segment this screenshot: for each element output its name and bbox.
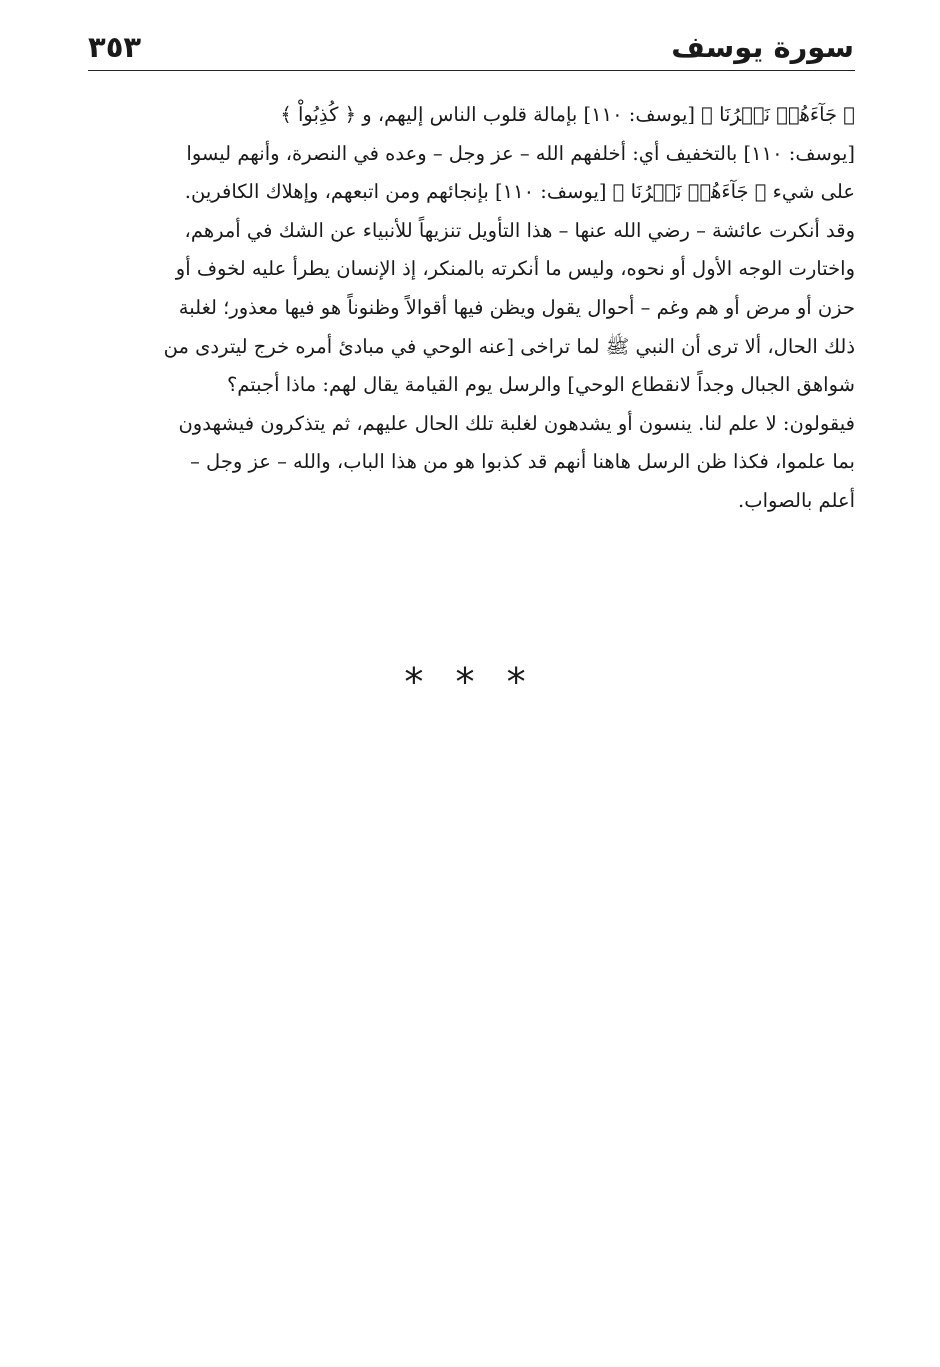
section-separator: * * *	[404, 660, 536, 704]
body-text	[88, 96, 855, 521]
text-line-1: ﴿ جَآءَهُمۡ نَصۡرُنَا ﴾ [يوسف: ١١٠] بإمالة قلوب الناس إليهم، و ﴿ كُذِبُواْ ﴾	[280, 103, 855, 126]
surah-title: سورة يوسف	[671, 30, 854, 64]
text-line-10: بما علموا، فكذا ظن الرسل هاهنا أنهم قد كذبوا هو من هذا الباب، والله – عز وجل –	[190, 450, 855, 474]
text-line-2: [يوسف: ١١٠] بالتخفيف أي: أخلفهم الله – عز وجل – وعده في النصرة، وأنهم ليسوا	[186, 141, 855, 165]
text-line-7: ذلك الحال، ألا ترى أن النبي ﷺ لما تراخى [عنه الوحي في مبادئ أمره خرج ليتردى من	[163, 334, 855, 358]
text-line-3: على شيء ﴿ جَآءَهُمۡ نَصۡرُنَا ﴾ [يوسف: ١١٠] بإنجائهم ومن اتبعهم، وإهلاك الكافرين.	[184, 180, 855, 204]
page-number: ٣٥٣	[88, 30, 142, 64]
text-line-5: واختارت الوجه الأول أو نحوه، وليس ما أنكرته بالمنكر، إذ الإنسان يطرأ عليه لخوف أو	[175, 257, 855, 281]
text-line-4: وقد أنكرت عائشة – رضي الله عنها – هذا التأويل تنزيهاً للأنبياء عن الشك في أمرهم،	[184, 218, 855, 242]
text-line-6: حزن أو مرض أو هم وغم – أحوال يقول ويظن فيها أقوالاً وظنوناً هو فيها معذور؛ لغلبة	[178, 295, 855, 319]
page-header	[88, 26, 854, 68]
text-line-9: فيقولون: لا علم لنا. ينسون أو يشدهون لغلبة تلك الحال عليهم، ثم يتذكرون فيشهدون	[178, 411, 855, 435]
text-line-11: أعلم بالصواب.	[738, 488, 855, 512]
header-divider	[88, 70, 855, 71]
text-line-8: شواهق الجبال وجداً لانقطاع الوحي] والرسل يوم القيامة يقال لهم: ماذا أجبتم؟	[226, 373, 855, 397]
